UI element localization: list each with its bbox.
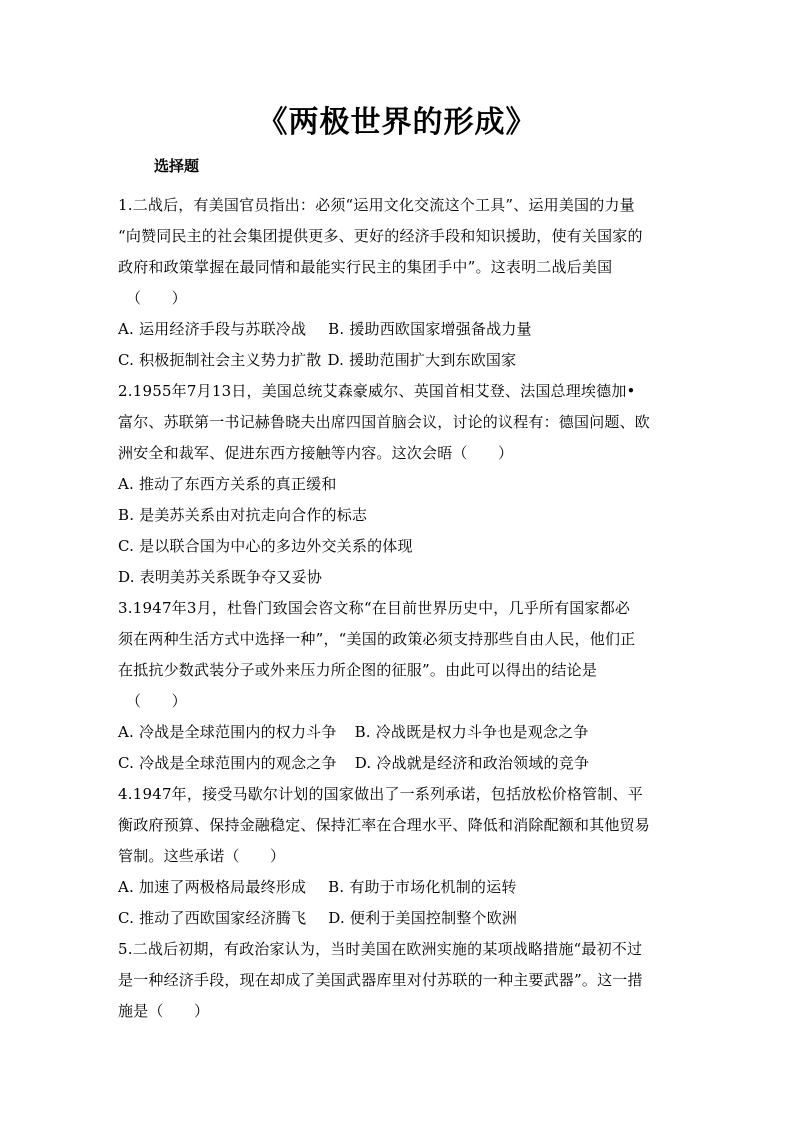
option-c: C. 积极扼制社会主义势力扩散 <box>118 351 322 369</box>
question-text-line: 施是（ ） <box>118 1002 210 1020</box>
page-title: 《两极世界的形成》 <box>257 105 537 140</box>
option-row <box>118 903 678 934</box>
option-row <box>118 314 678 345</box>
question-4 <box>118 779 678 934</box>
option-d: D. 援助范围扩大到东欧国家 <box>327 351 517 369</box>
section-heading: 选择题 <box>154 157 200 175</box>
question-text-line: 1.二战后，有美国官员指出：必须“运用文化交流这个工具”、运用美国的力量 <box>118 196 635 214</box>
question-list <box>118 190 678 1027</box>
question-text-line: 政府和政策掌握在最同情和最能实行民主的集团手中”。这表明二战后美国 <box>118 258 613 276</box>
question-text-line: 洲安全和裁军、促进东西方接触等内容。这次会晤（ ） <box>118 444 514 462</box>
question-text-line: “向赞同民主的社会集团提供更多、更好的经济手段和知识援助，使有关国家的 <box>118 227 643 245</box>
option-row <box>118 748 678 779</box>
question-5 <box>118 934 678 1027</box>
option-b: B. 援助西欧国家增强备战力量 <box>328 320 532 338</box>
option-d: D. 便利于美国控制整个欧洲 <box>328 909 518 927</box>
option-b: B. 冷战既是权力斗争也是观念之争 <box>354 723 589 741</box>
question-text-line: 富尔、苏联第一书记赫鲁晓夫出席四国首脑会议，讨论的议程有：德国问题、欧 <box>118 413 651 431</box>
question-text-line: 须在两种生活方式中选择一种”，“美国的政策必须支持那些自由人民，他们正 <box>118 630 636 648</box>
option-b: B. 是美苏关系由对抗走向合作的标志 <box>118 506 368 524</box>
question-1 <box>118 190 678 376</box>
option-row <box>118 872 678 903</box>
question-text-line: 3.1947年3月，杜鲁门致国会咨文称“在目前世界历史中，几乎所有国家都必 <box>118 599 631 617</box>
question-text-line: 管制。这些承诺（ ） <box>118 847 286 865</box>
option-c: C. 推动了西欧国家经济腾飞 <box>118 909 307 927</box>
question-text-line: 在抵抗少数武装分子或外来压力所企图的征服”。由此可以得出的结论是 <box>118 661 598 679</box>
option-row <box>118 345 678 376</box>
option-d: D. 冷战就是经济和政治领域的竞争 <box>354 754 590 772</box>
question-text-line: 2.1955年7月13日，美国总统艾森豪威尔、英国首相艾登、法国总理埃德加• <box>118 382 636 400</box>
option-b: B. 有助于市场化机制的运转 <box>328 878 517 896</box>
question-3 <box>118 593 678 779</box>
option-a: A. 冷战是全球范围内的权力斗争 <box>118 723 337 741</box>
option-a: A. 运用经济手段与苏联冷战 <box>118 320 307 338</box>
option-a: A. 加速了两极格局最终形成 <box>118 878 307 896</box>
option-c: C. 是以联合国为中心的多边外交关系的体现 <box>118 537 413 555</box>
answer-blank: （ ） <box>126 289 187 307</box>
option-c: C. 冷战是全球范围内的观念之争 <box>118 754 337 772</box>
question-text-line: 衡政府预算、保持金融稳定、保持汇率在合理水平、降低和消除配额和其他贸易 <box>118 816 651 834</box>
answer-blank: （ ） <box>126 692 187 710</box>
question-text-line: 5.二战后初期，有政治家认为，当时美国在欧洲实施的某项战略措施“最初不过 <box>118 940 643 958</box>
option-d: D. 表明美苏关系既争夺又妥协 <box>118 568 323 586</box>
option-a: A. 推动了东西方关系的真正缓和 <box>118 475 337 493</box>
question-text-line: 是一种经济手段，现在却成了美国武器库里对付苏联的一种主要武器”。这一措 <box>118 971 643 989</box>
question-2 <box>118 376 678 593</box>
question-text-line: 4.1947年，接受马歇尔计划的国家做出了一系列承诺，包括放松价格管制、平 <box>118 785 643 803</box>
option-row <box>118 717 678 748</box>
